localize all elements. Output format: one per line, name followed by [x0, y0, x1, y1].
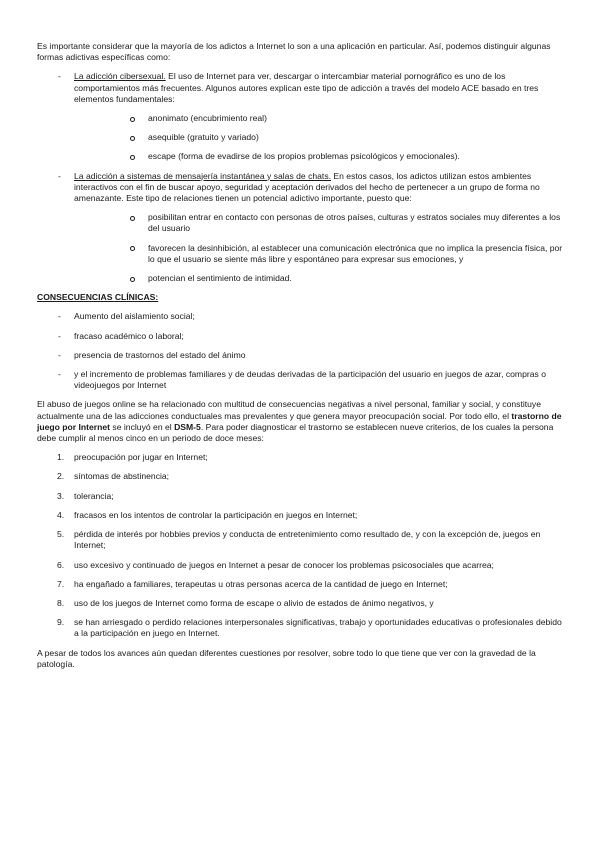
criterion-item: 1. preocupación por jugar en Internet;	[57, 452, 208, 463]
circle-bullet-icon	[130, 117, 135, 122]
section-heading: CONSECUENCIAS CLÍNICAS:	[37, 292, 159, 303]
form-text: El uso de Internet para ver, descargar o intercambiar material pornográfico es uno de los comportamientos más frecuentes. Algunos autores explican este tipo de adicción a través del modelo ACE basado en tres elementos fundamentales:	[74, 71, 539, 104]
circle-bullet-icon	[130, 216, 135, 221]
criterion-item: 6. uso excesivo y continuado de juegos en Internet a pesar de conocer los problemas psicosociales que acarrea;	[57, 559, 494, 570]
list-item: asequible (gratuito y variado)	[74, 132, 568, 143]
abuse-paragraph: El abuso de juegos online se ha relacionado con multitud de consecuencias negativas a nivel personal, familiar y social, y constituye actualmente una de las adicciones conductuales mas prevalentes y que genera mayor preocupación social. Por todo ello, el trastorno de juego por Internet se incluyó en el DSM-5. Para poder diagnosticar el trastorno se establecen nueve criterios, de los cuales la persona debe cumplir al menos cinco en un periodo de doce meses:	[37, 399, 562, 444]
list-item: escape (forma de evadirse de los propios problemas psicológicos y emocionales).	[74, 151, 568, 162]
dash-marker: -	[58, 330, 61, 341]
form-item-mensajeria	[37, 171, 568, 285]
document-page	[37, 41, 568, 678]
circle-bullet-icon	[130, 246, 135, 251]
criterion-number: 3.	[57, 490, 65, 501]
dash-marker: -	[58, 170, 61, 181]
criterion-item: 4. fracasos en los intentos de controlar la participación en juegos en Internet;	[57, 509, 358, 520]
criterion-number: 4.	[57, 509, 65, 520]
dash-marker: -	[58, 349, 61, 360]
list-item: anonimato (encubrimiento real)	[74, 113, 568, 124]
criterion-number: 1.	[57, 452, 65, 463]
criterion-number: 6.	[57, 559, 65, 570]
form-title: La adicción cibersexual.	[74, 71, 166, 82]
bold-term: trastorno de juego por Internet	[37, 410, 562, 432]
criterion-item: 7. ha engañado a familiares, terapeutas u otras personas acerca de la cantidad de juego en Internet;	[57, 578, 448, 589]
dash-marker: -	[58, 71, 61, 82]
consequence-item: - presencia de trastornos del estado del ánimo	[58, 349, 246, 360]
criterion-item: 9. se han arriesgado o perdido relaciones interpersonales significativas, trabajo y oportunidades educativas o profesionales debido a la participación en juego en Internet.	[57, 617, 562, 639]
closing-paragraph: A pesar de todos los avances aún quedan diferentes cuestiones por resolver, sobre todo lo que tiene que ver con la gravedad de la patología.	[37, 647, 536, 669]
circle-bullet-icon	[130, 155, 135, 160]
ace-list	[74, 113, 568, 163]
form-item-cibersexual	[37, 71, 568, 162]
consequence-item: - y el incremento de problemas familiares y de deudas derivadas de la participación del usuario en juegos de azar, compras o videojuegos por Internet	[58, 369, 546, 391]
form-text: En estos casos, los adictos utilizan estos ambientes interactivos con el fin de buscar apoyo, seguridad y aceptación derivados del hecho de pertenecer a un grupo de forma no amenazante. Este tipo de relaciones tienen un potencial adictivo importante, puesto que:	[74, 170, 540, 204]
circle-bullet-icon	[130, 277, 135, 282]
consequence-item: - fracaso académico o laboral;	[58, 330, 184, 341]
criterion-number: 7.	[57, 578, 65, 589]
dash-marker: -	[58, 369, 61, 380]
list-item: favorecen la desinhibición, al establecer una comunicación electrónica que no implica la presencia física, por lo que el usuario se siente más libre y espontáneo para expresar sus emociones, y	[74, 243, 568, 265]
dash-marker: -	[58, 311, 61, 322]
criterion-number: 8.	[57, 597, 65, 608]
criterion-number: 2.	[57, 471, 65, 482]
criterion-number: 9.	[57, 617, 65, 628]
list-item: posibilitan entrar en contacto con personas de otros países, culturas y estratos sociales muy diferentes a los del usuario	[74, 212, 568, 234]
circle-bullet-icon	[130, 136, 135, 141]
intro-paragraph: Es importante considerar que la mayoría de los adictos a Internet lo son a una aplicación en particular. Así, podemos distinguir algunas formas adictivas específicas como:	[37, 41, 551, 63]
chat-list	[74, 212, 568, 284]
criterion-item: 3. tolerancia;	[57, 490, 114, 501]
criterion-item: 5. pérdida de interés por hobbies previos y conducta de entretenimiento como resultado de, y con la excepción de, juegos en Internet;	[57, 529, 541, 551]
bold-term: DSM-5	[174, 421, 201, 432]
list-item: potencian el sentimiento de intimidad.	[74, 273, 568, 284]
form-title: La adicción a sistemas de mensajería instantánea y salas de chats.	[74, 170, 332, 181]
criterion-item: 2. síntomas de abstinencia;	[57, 471, 170, 482]
criterion-item: 8. uso de los juegos de Internet como forma de escape o alivio de estados de ánimo negativos, y	[57, 597, 434, 608]
criterion-number: 5.	[57, 529, 65, 540]
consequence-item: - Aumento del aislamiento social;	[58, 311, 195, 322]
